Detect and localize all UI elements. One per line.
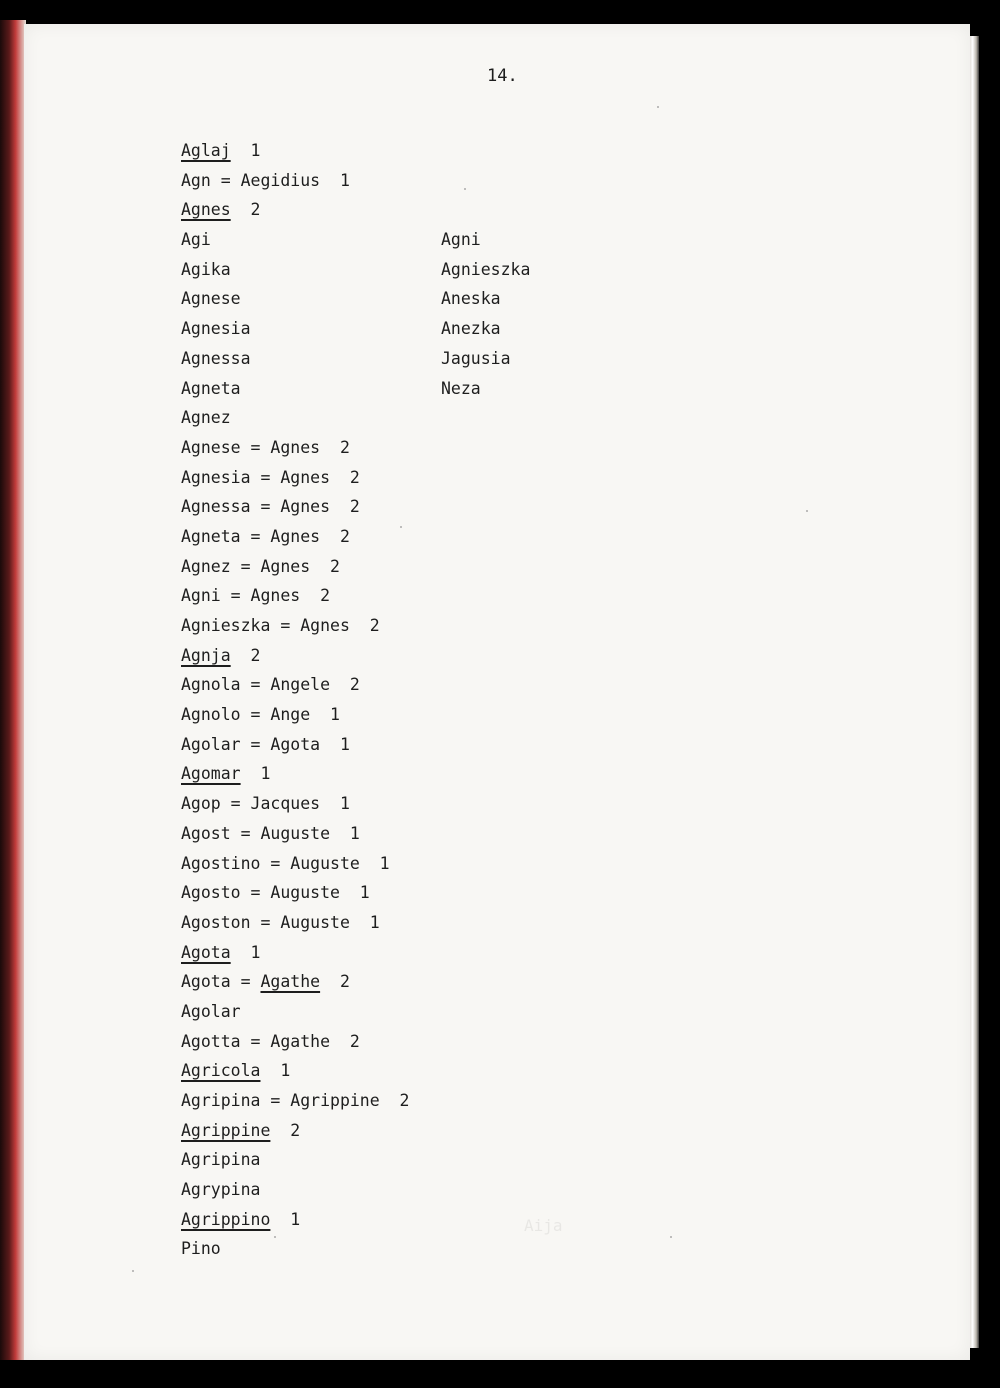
entry-text: Agota =	[181, 972, 261, 992]
entry-line	[181, 1116, 409, 1146]
entry-headword: Agrippino	[181, 1209, 271, 1229]
entry-text: Agnese = Agnes 2	[181, 437, 350, 457]
spacer-line	[441, 136, 530, 166]
entry-line	[181, 1234, 409, 1264]
entry-line	[181, 403, 409, 433]
entry-text: Agnessa = Agnes 2	[181, 497, 360, 517]
entry-line	[181, 374, 409, 404]
entry-line	[181, 344, 409, 374]
entry-count: 1	[270, 1209, 301, 1229]
entry-line	[181, 1086, 409, 1116]
entry-text: Agripina	[181, 1150, 261, 1170]
entry-line	[181, 1145, 409, 1175]
entry-line	[181, 136, 409, 166]
variant-name: Agnieszka	[441, 259, 531, 279]
variant-name: Jagusia	[441, 348, 511, 368]
paper-speck	[657, 106, 659, 108]
variant-name: Aneska	[441, 289, 501, 309]
entry-line	[181, 166, 409, 196]
entry-line	[181, 849, 409, 879]
entry-text: Agnola = Angele 2	[181, 675, 360, 695]
entry-text: Agni = Agnes 2	[181, 586, 331, 606]
entry-text: Agotta = Agathe 2	[181, 1031, 360, 1051]
entry-text: Agop = Jacques 1	[181, 794, 350, 814]
entry-text: Pino	[181, 1239, 221, 1259]
spacer-line	[441, 166, 530, 196]
book-spine-edge	[0, 20, 26, 1360]
entry-line	[181, 255, 409, 285]
paper-speck	[670, 1236, 672, 1238]
entry-headword: Agomar	[181, 764, 241, 784]
entry-line	[181, 641, 409, 671]
entry-count: 2	[320, 972, 350, 992]
entry-line	[181, 492, 409, 522]
entry-text: Agnese	[181, 289, 241, 309]
entry-headword: Aglaj	[181, 141, 231, 160]
entry-text: Agolar = Agota 1	[181, 734, 350, 754]
entry-text: Agn = Aegidius 1	[181, 170, 350, 190]
entry-line	[181, 908, 409, 938]
entry-text: Agneta	[181, 378, 241, 398]
entry-text: Agnolo = Ange 1	[181, 705, 340, 725]
entry-headword: Agrippine	[181, 1120, 271, 1140]
entry-headword: Agricola	[181, 1061, 261, 1081]
entry-count: 2	[270, 1120, 301, 1140]
entry-line	[181, 552, 409, 582]
entry-headword: Agnja	[181, 645, 231, 665]
entry-line	[181, 967, 409, 997]
entry-text: Agika	[181, 259, 231, 279]
entry-line	[181, 611, 409, 641]
entry-text: Agnesia	[181, 319, 251, 339]
entry-line	[181, 433, 409, 463]
entry-text: Agneta = Agnes 2	[181, 526, 350, 546]
entry-count: 1	[260, 1061, 291, 1081]
entry-line	[181, 581, 409, 611]
variant-name: Agni	[441, 230, 481, 250]
entry-count: 2	[230, 645, 261, 665]
page-number: 14.	[487, 66, 518, 86]
entry-text: Agrypina	[181, 1180, 261, 1200]
entry-text: Agnesia = Agnes 2	[181, 467, 360, 487]
show-through-text: Aija	[524, 1216, 563, 1235]
entry-line	[181, 225, 409, 255]
entry-line	[181, 938, 409, 968]
entry-line	[181, 759, 409, 789]
entry-line	[181, 314, 409, 344]
variant-name: Anezka	[441, 319, 501, 339]
entry-line	[181, 670, 409, 700]
entry-count: 1	[240, 764, 271, 784]
entry-line	[181, 1027, 409, 1057]
entry-line	[181, 522, 409, 552]
spacer-line	[441, 195, 530, 225]
entry-text: Agripina = Agrippine 2	[181, 1091, 410, 1110]
entry-line	[181, 1205, 409, 1235]
entry-line	[181, 1175, 409, 1205]
entry-headword: Agota	[181, 942, 231, 962]
entry-line	[181, 819, 409, 849]
entry-line	[181, 997, 409, 1027]
entries-left-column	[181, 136, 409, 1264]
entry-line	[181, 463, 409, 493]
entry-line	[181, 1056, 409, 1086]
entry-count: 2	[230, 200, 261, 220]
paper-speck	[132, 1270, 134, 1272]
paper-speck	[806, 510, 808, 512]
entry-text: Agi	[181, 230, 211, 250]
entry-text: Agnez	[181, 408, 231, 428]
entry-line	[181, 195, 409, 225]
entry-reference: Agathe	[260, 972, 321, 992]
entry-text: Agolar	[181, 1001, 241, 1021]
entry-text: Agosto = Auguste 1	[181, 883, 370, 903]
entry-headword: Agnes	[181, 200, 231, 220]
entry-text: Agnessa	[181, 348, 251, 368]
variant-name: Neza	[441, 378, 481, 398]
entry-text: Agost = Auguste 1	[181, 823, 360, 843]
entry-line	[181, 789, 409, 819]
entry-count: 1	[230, 141, 261, 160]
entry-line	[181, 878, 409, 908]
entry-count: 1	[230, 942, 261, 962]
entry-text: Agoston = Auguste 1	[181, 912, 380, 932]
entry-line	[181, 700, 409, 730]
document-page	[24, 24, 970, 1360]
entry-text: Agostino = Auguste 1	[181, 853, 390, 873]
entry-text: Agnieszka = Agnes 2	[181, 616, 380, 635]
entry-line	[181, 730, 409, 760]
entry-text: Agnez = Agnes 2	[181, 556, 340, 576]
variants-right-column	[441, 136, 530, 403]
entry-line	[181, 284, 409, 314]
